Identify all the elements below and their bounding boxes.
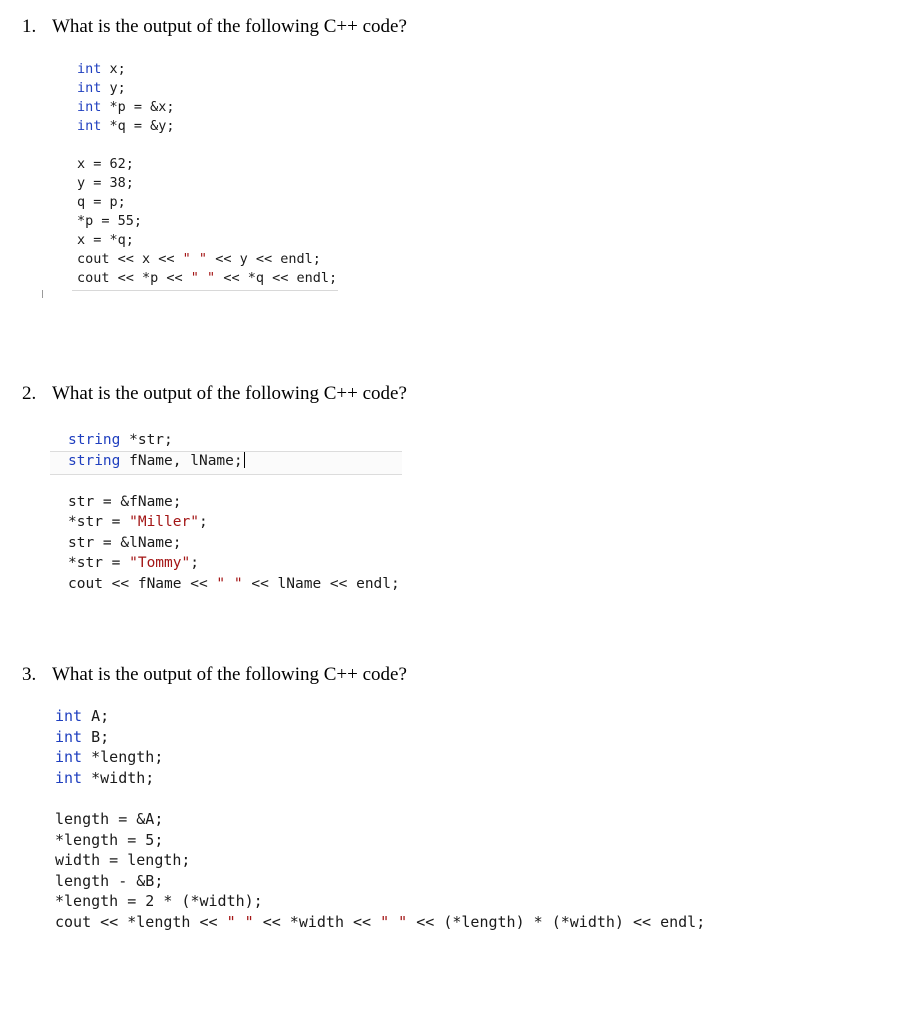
code-line: cout << x << " " << y << endl;: [77, 251, 321, 267]
question-prompt: What is the output of the following C++ code?: [52, 16, 407, 37]
code-line: int y;: [77, 80, 126, 96]
question-3-heading: [22, 664, 407, 686]
code-line: str = &fName;: [68, 493, 182, 510]
code-line: *str = "Tommy";: [68, 555, 199, 571]
code-line: length - &B;: [55, 871, 164, 890]
code-line: *length = 5;: [55, 830, 164, 849]
code-line: width = length;: [55, 851, 191, 870]
code-line: int x;: [77, 61, 126, 77]
question-1-heading: [22, 16, 407, 38]
margin-tick-mark: [42, 290, 43, 298]
question-prompt: What is the output of the following C++ code?: [52, 664, 407, 685]
question-2-heading: [22, 383, 407, 405]
code-line: str = &lName;: [68, 534, 182, 551]
question-number: 2.: [22, 383, 37, 404]
code-line: int *width;: [55, 768, 155, 787]
code-block-2: [68, 430, 400, 594]
code-line: cout << *length << " " << *width << " " << (*length) * (*width) << endl;: [55, 912, 706, 931]
code-line: length = &A;: [55, 809, 164, 828]
code-line: int A;: [55, 707, 110, 725]
code-line: int *p = &x;: [77, 99, 175, 115]
code-line: q = p;: [77, 194, 126, 210]
question-prompt: What is the output of the following C++ code?: [52, 383, 407, 404]
code-line: int B;: [55, 727, 110, 746]
code-line: cout << fName << " " << lName << endl;: [68, 575, 400, 592]
blank-line: [55, 788, 705, 809]
code-line: x = *q;: [77, 232, 134, 248]
code-line: string fName, lName;: [68, 452, 243, 469]
code-block-3: [55, 706, 705, 933]
code-line: int *q = &y;: [77, 118, 175, 134]
code-line: *str = "Miller";: [68, 514, 208, 530]
code-line: y = 38;: [77, 175, 134, 191]
code-line: x = 62;: [77, 156, 134, 172]
blank-line: [68, 471, 400, 492]
question-number: 3.: [22, 664, 37, 685]
divider: [72, 290, 338, 291]
text-cursor: [244, 452, 245, 468]
code-block-1: [77, 60, 337, 288]
blank-line: [77, 136, 337, 155]
code-line: int *length;: [55, 748, 164, 767]
question-number: 1.: [22, 16, 37, 37]
code-line: cout << *p << " " << *q << endl;: [77, 270, 338, 286]
code-line: *p = 55;: [77, 213, 143, 229]
code-line: *length = 2 * (*width);: [55, 892, 263, 911]
code-line: string *str;: [68, 432, 173, 448]
